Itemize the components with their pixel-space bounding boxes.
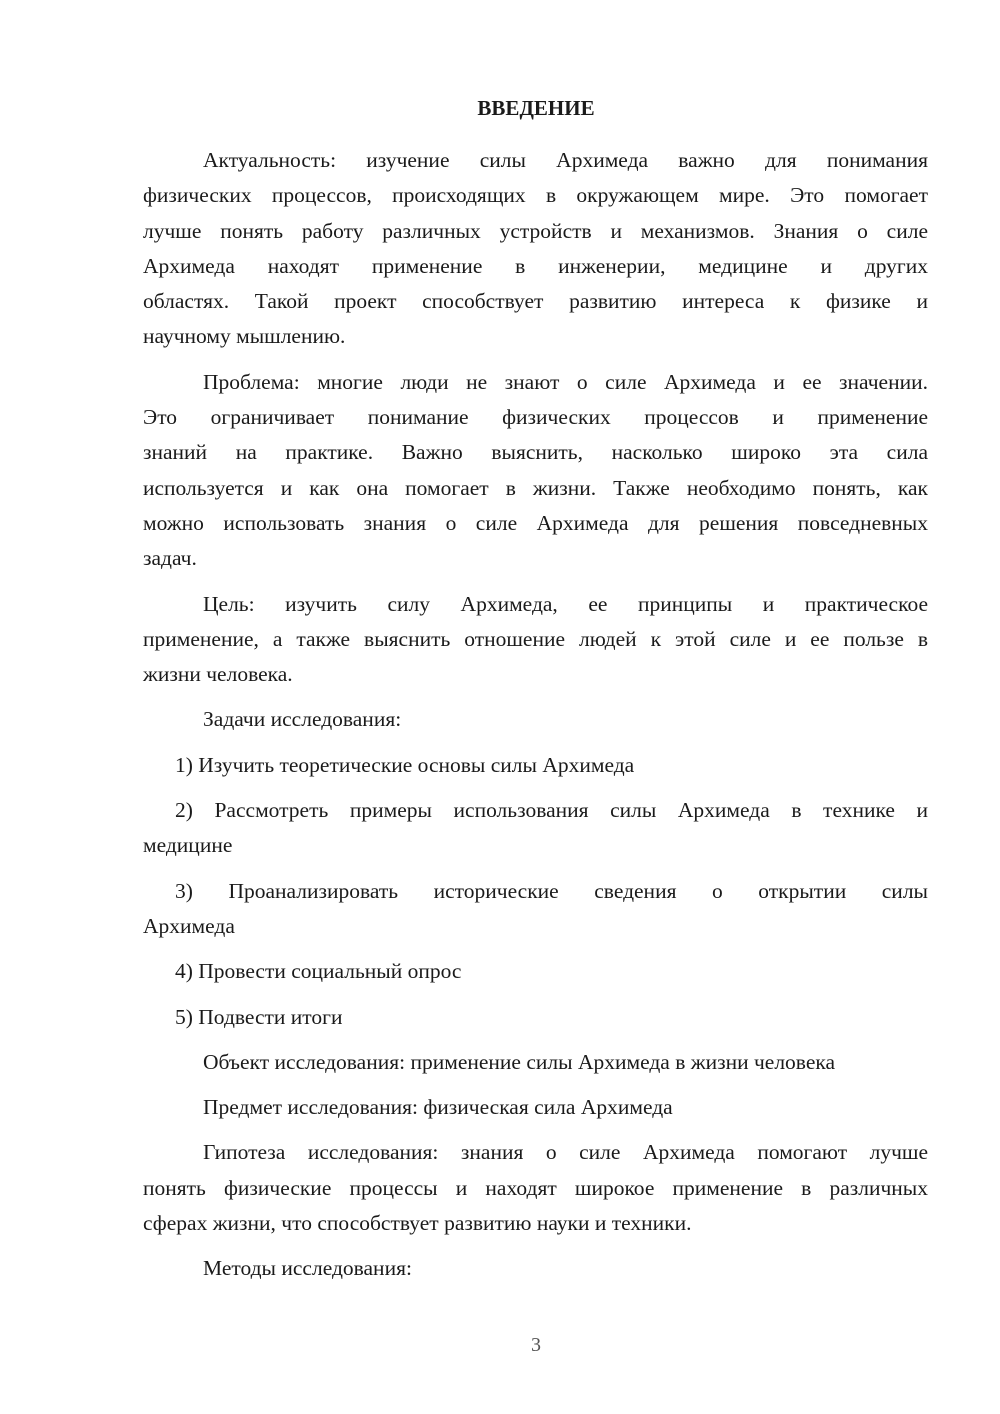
- text-line: Архимеда находят применение в инженерии, медицине и других: [143, 253, 928, 278]
- page-number: 3: [531, 1334, 541, 1356]
- text-line: физических процессов, происходящих в окружающем мире. Это помогает: [143, 183, 928, 208]
- text-line: Актуальность: изучение силы Архимеда важно для понимания: [203, 148, 928, 172]
- text-line: 5) Подвести итоги: [175, 1004, 343, 1029]
- text-line: Гипотеза исследования: знания о силе Архимеда помогают лучше: [203, 1140, 928, 1165]
- text-line: задач.: [143, 546, 197, 571]
- text-line: сферах жизни, что способствует развитию науки и техники.: [143, 1211, 692, 1236]
- text-line: Цель: изучить силу Архимеда, ее принципы и практическое: [203, 591, 928, 616]
- text-line: областях. Такой проект способствует развитию интереса к физике и: [143, 289, 928, 314]
- text-line: 3) Проанализировать исторические сведения о открытии силы: [175, 878, 928, 903]
- text-line: Объект исследования: применение силы Архимеда в жизни человека: [203, 1049, 836, 1074]
- paragraph: [143, 1000, 928, 1035]
- text-line: используется и как она помогает в жизни. Также необходимо понять, как: [143, 475, 928, 500]
- text-line: жизни человека.: [143, 662, 293, 687]
- text-line: знаний на практике. Важно выяснить, насколько широко эта сила: [143, 440, 928, 465]
- paragraph: [143, 954, 928, 989]
- text-line: Задачи исследования:: [203, 707, 402, 732]
- text-line: Проблема: многие люди не знают о силе Архимеда и ее значении.: [203, 369, 928, 394]
- text-line: Это ограничивает понимание физических процессов и применение: [143, 405, 928, 430]
- text-line: 2) Рассмотреть примеры использования силы Архимеда в технике и: [175, 798, 928, 823]
- text-line: медицине: [143, 833, 233, 858]
- paragraph: [143, 1135, 928, 1241]
- text-line: Архимеда: [143, 913, 235, 938]
- paragraph: [143, 143, 928, 355]
- paragraph: [143, 365, 928, 577]
- text-line: 1) Изучить теоретические основы силы Архимеда: [175, 752, 635, 777]
- paragraph: [143, 793, 928, 864]
- paragraph: [143, 702, 928, 737]
- paragraph: [143, 1045, 928, 1080]
- paragraph: [143, 1251, 928, 1286]
- paragraph: [143, 874, 928, 945]
- text-line: применение, а также выяснить отношение людей к этой силе и ее пользе в: [143, 626, 928, 651]
- paragraph: [143, 587, 928, 693]
- text-line: понять физические процессы и находят широкое применение в различных: [143, 1175, 928, 1200]
- document-body: [143, 143, 928, 1297]
- text-line: Предмет исследования: физическая сила Архимеда: [203, 1095, 673, 1120]
- paragraph: [143, 748, 928, 783]
- text-line: научному мышлению.: [143, 324, 346, 349]
- text-line: лучше понять работу различных устройств и механизмов. Знания о силе: [143, 218, 928, 243]
- text-line: 4) Провести социальный опрос: [175, 959, 462, 984]
- text-line: Методы исследования:: [203, 1256, 412, 1281]
- paragraph: [143, 1090, 928, 1125]
- text-line: можно использовать знания о силе Архимеда для решения повседневных: [143, 510, 928, 535]
- page-title: ВВЕДЕНИЕ: [477, 96, 595, 120]
